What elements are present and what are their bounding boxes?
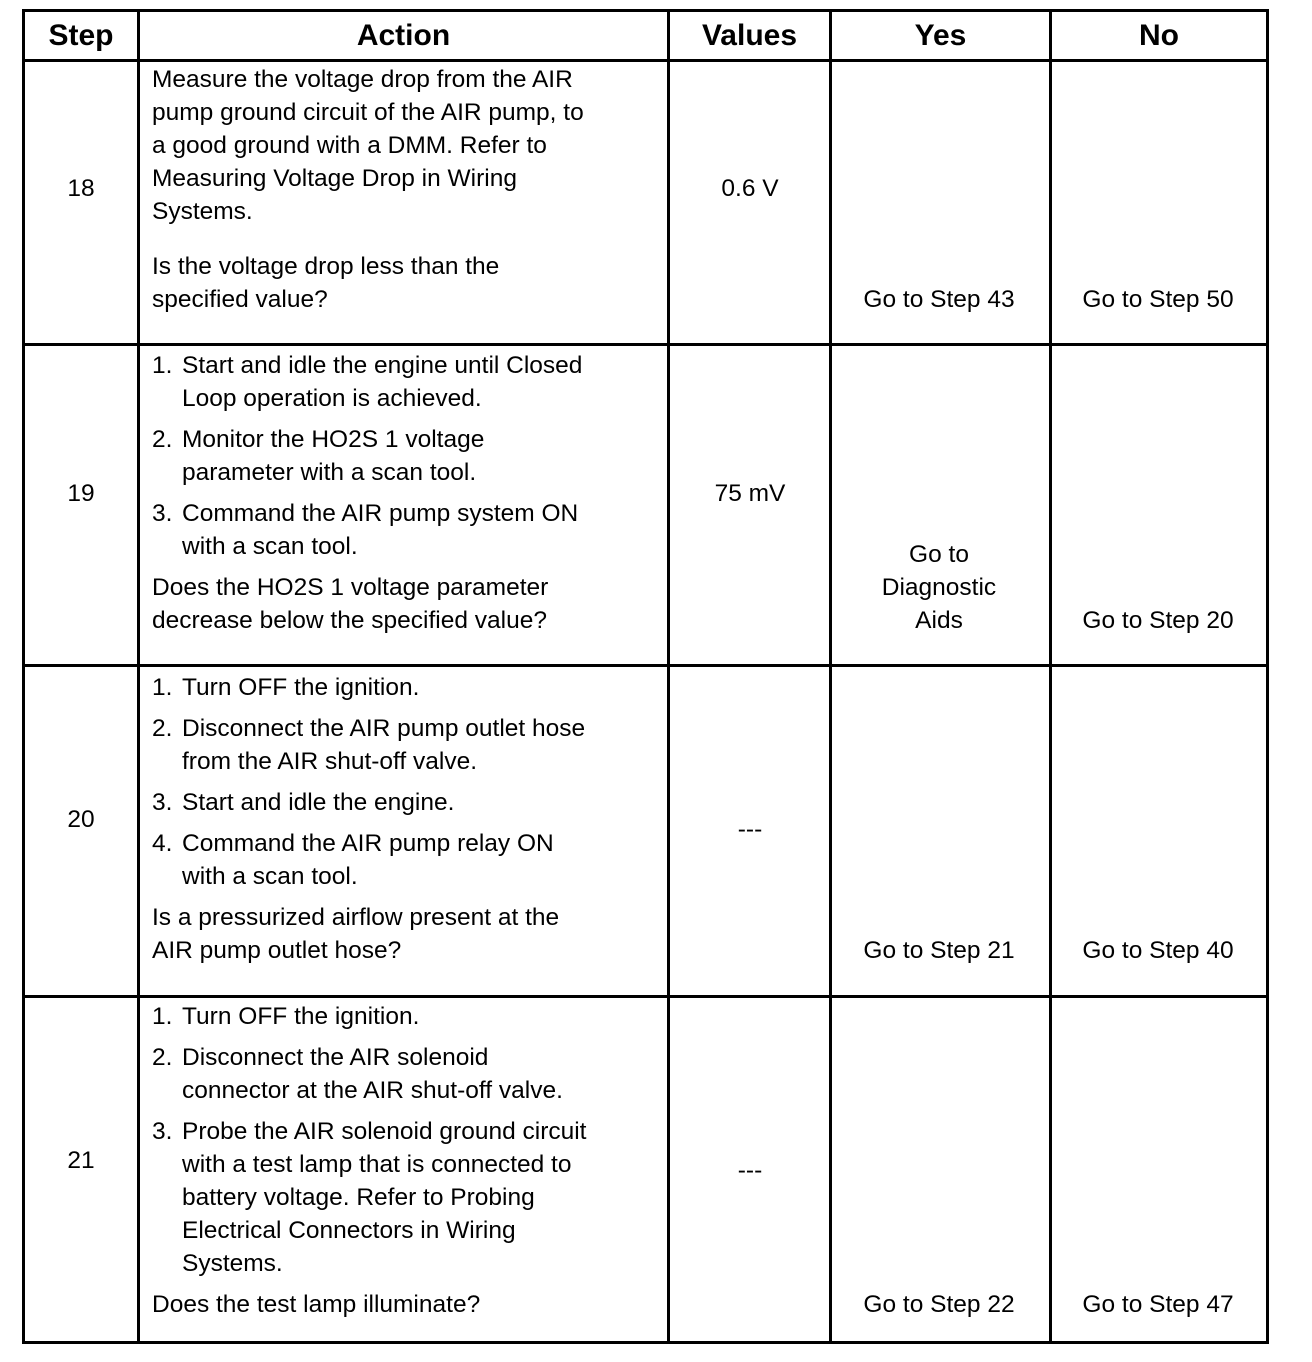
value-cell: --- — [737, 1157, 763, 1184]
item-line: from the AIR shut-off valve. — [182, 748, 478, 775]
action-line: a good ground with a DMM. Refer to — [152, 132, 547, 159]
column-divider — [829, 12, 832, 1341]
header-action: Action — [356, 19, 451, 52]
action-line: Systems. — [152, 198, 253, 225]
item-line: Monitor the HO2S 1 voltage — [182, 426, 485, 453]
step-number: 20 — [67, 806, 95, 833]
step-number: 18 — [67, 175, 95, 202]
diagnostic-table — [22, 9, 1269, 1344]
question-line: specified value? — [152, 286, 328, 313]
yes-cell: Go to Step 43 — [863, 286, 1015, 313]
item-line: parameter with a scan tool. — [182, 459, 477, 486]
no-cell: Go to Step 47 — [1082, 1291, 1234, 1318]
item-number: 1. — [152, 1003, 173, 1030]
item-line: Disconnect the AIR solenoid — [182, 1044, 489, 1071]
item-line: Systems. — [182, 1250, 283, 1277]
item-line: Command the AIR pump relay ON — [182, 830, 554, 857]
question-text — [152, 571, 548, 637]
item-number: 1. — [152, 352, 173, 379]
column-divider — [667, 12, 670, 1341]
item-line: Turn OFF the ignition. — [182, 1003, 420, 1030]
header-yes: Yes — [914, 19, 967, 52]
row-divider — [25, 995, 1266, 998]
value-cell: --- — [737, 816, 763, 843]
question-line: Is the voltage drop less than the — [152, 253, 500, 280]
column-divider — [137, 12, 140, 1341]
no-cell: Go to Step 50 — [1082, 286, 1234, 313]
item-line: battery voltage. Refer to Probing — [182, 1184, 535, 1211]
question-line: decrease below the specified value? — [152, 607, 547, 634]
value-cell: 75 mV — [714, 480, 786, 507]
item-line: Probe the AIR solenoid ground circuit — [182, 1118, 587, 1145]
action-line: Measuring Voltage Drop in Wiring — [152, 165, 517, 192]
question-line: Is a pressurized airflow present at the — [152, 904, 560, 931]
action-line: Measure the voltage drop from the AIR — [152, 66, 573, 93]
item-number: 2. — [152, 715, 173, 742]
header-step: Step — [48, 19, 114, 52]
yes-cell — [831, 538, 1047, 637]
column-divider — [1049, 12, 1052, 1341]
item-number: 2. — [152, 1044, 173, 1071]
item-number: 2. — [152, 426, 173, 453]
item-line: Loop operation is achieved. — [182, 385, 482, 412]
yes-line: Diagnostic — [881, 574, 997, 601]
item-line: Start and idle the engine. — [182, 789, 455, 816]
question-text — [152, 250, 499, 316]
item-line: with a test lamp that is connected to — [182, 1151, 572, 1178]
yes-cell: Go to Step 22 — [863, 1291, 1015, 1318]
item-line: Disconnect the AIR pump outlet hose — [182, 715, 586, 742]
step-number: 19 — [67, 480, 95, 507]
question-line: Does the test lamp illuminate? — [152, 1291, 481, 1318]
question-line: AIR pump outlet hose? — [152, 937, 402, 964]
item-line: with a scan tool. — [182, 533, 358, 560]
item-line: Command the AIR pump system ON — [182, 500, 579, 527]
item-line: connector at the AIR shut-off valve. — [182, 1077, 563, 1104]
item-line: Turn OFF the ignition. — [182, 674, 420, 701]
item-number: 1. — [152, 674, 173, 701]
question-text — [152, 1288, 480, 1321]
no-cell: Go to Step 40 — [1082, 937, 1234, 964]
yes-cell: Go to Step 21 — [863, 937, 1015, 964]
item-number: 4. — [152, 830, 173, 857]
item-number: 3. — [152, 789, 173, 816]
action-line: pump ground circuit of the AIR pump, to — [152, 99, 584, 126]
value-cell: 0.6 V — [721, 175, 779, 202]
header-values: Values — [701, 19, 798, 52]
step-number: 21 — [67, 1147, 95, 1174]
question-line: Does the HO2S 1 voltage parameter — [152, 574, 549, 601]
item-number: 3. — [152, 500, 173, 527]
header-no: No — [1139, 19, 1179, 52]
yes-line: Aids — [915, 607, 963, 634]
question-text — [152, 901, 559, 967]
row-divider — [25, 343, 1266, 346]
item-line: Start and idle the engine until Closed — [182, 352, 583, 379]
item-number: 3. — [152, 1118, 173, 1145]
yes-line: Go to — [909, 541, 969, 568]
no-cell: Go to Step 20 — [1082, 607, 1234, 634]
action-text — [152, 63, 584, 228]
row-divider — [25, 664, 1266, 667]
item-line: with a scan tool. — [182, 863, 358, 890]
item-line: Electrical Connectors in Wiring — [182, 1217, 516, 1244]
